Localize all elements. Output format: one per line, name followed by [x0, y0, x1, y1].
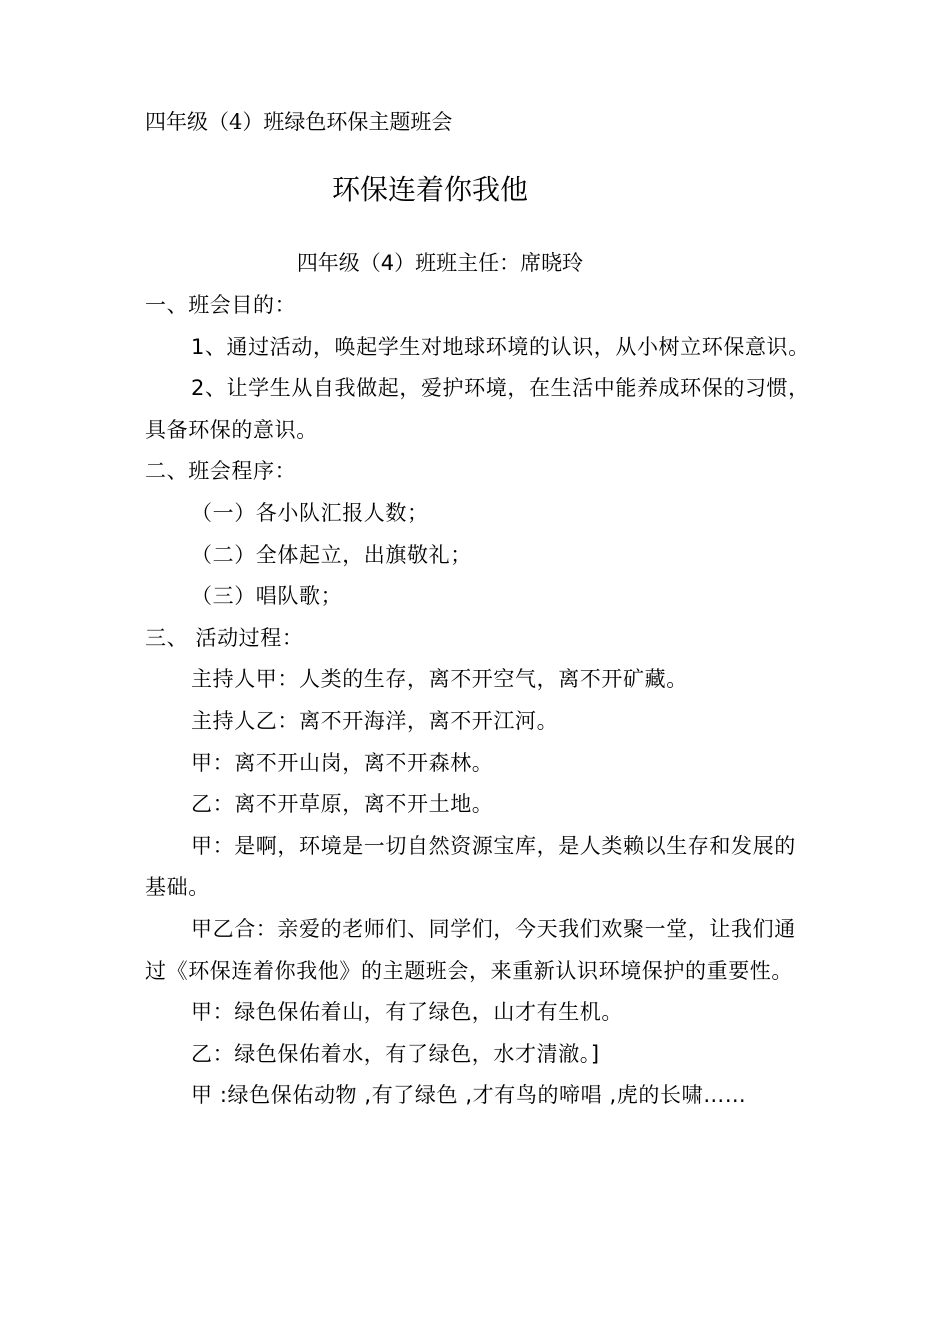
list-item: （三）唱队歌；	[191, 584, 343, 609]
section-heading-activity: 三、 活动过程：	[145, 625, 304, 650]
dialogue-line: 甲 :绿色保佑动物 ,有了绿色 ,才有鸟的啼唱 ,虎的长啸……	[191, 1083, 747, 1108]
dialogue-line: 甲：离不开山岗，离不开森林。	[191, 750, 494, 775]
document-body	[145, 285, 817, 1117]
dialogue-line: 主持人乙：离不开海洋，离不开江河。	[191, 708, 559, 733]
dialogue-line: 乙：绿色保佑着水，有了绿色，水才清澈。]	[191, 1041, 600, 1066]
paragraph: 1、通过活动，唤起学生对地球环境的认识，从小树立环保意识。	[191, 334, 810, 359]
list-item: （二）全体起立，出旗敬礼；	[191, 542, 472, 567]
paragraph: 2、让学生从自我做起，爱护环境，在生活中能养成环保的习惯，具备环保的意识。	[145, 376, 810, 442]
dialogue-line: 乙：离不开草原，离不开土地。	[191, 792, 494, 817]
list-item: （一）各小队汇报人数；	[191, 500, 429, 525]
section-heading-procedure: 二、班会程序：	[145, 459, 297, 484]
dialogue-line: 主持人甲：人类的生存，离不开空气，离不开矿藏。	[191, 667, 688, 692]
document-title: 环保连着你我他	[331, 173, 528, 206]
dialogue-line: 甲乙合：亲爱的老师们、同学们，今天我们欢聚一堂，让我们通过《环保连着你我他》的主题班会，来重新认识环境保护的重要性。	[145, 916, 796, 983]
dialogue-line: 甲：绿色保佑着山，有了绿色，山才有生机。	[191, 1000, 623, 1025]
author-line: 四年级（4）班班主任：席晓玲	[296, 251, 584, 275]
section-heading-purpose: 一、班会目的：	[145, 293, 297, 317]
dialogue-line: 甲：是啊，环境是一切自然资源宝库，是人类赖以生存和发展的基础。	[145, 833, 796, 900]
header-line: 四年级（4）班绿色环保主题班会	[145, 110, 453, 134]
